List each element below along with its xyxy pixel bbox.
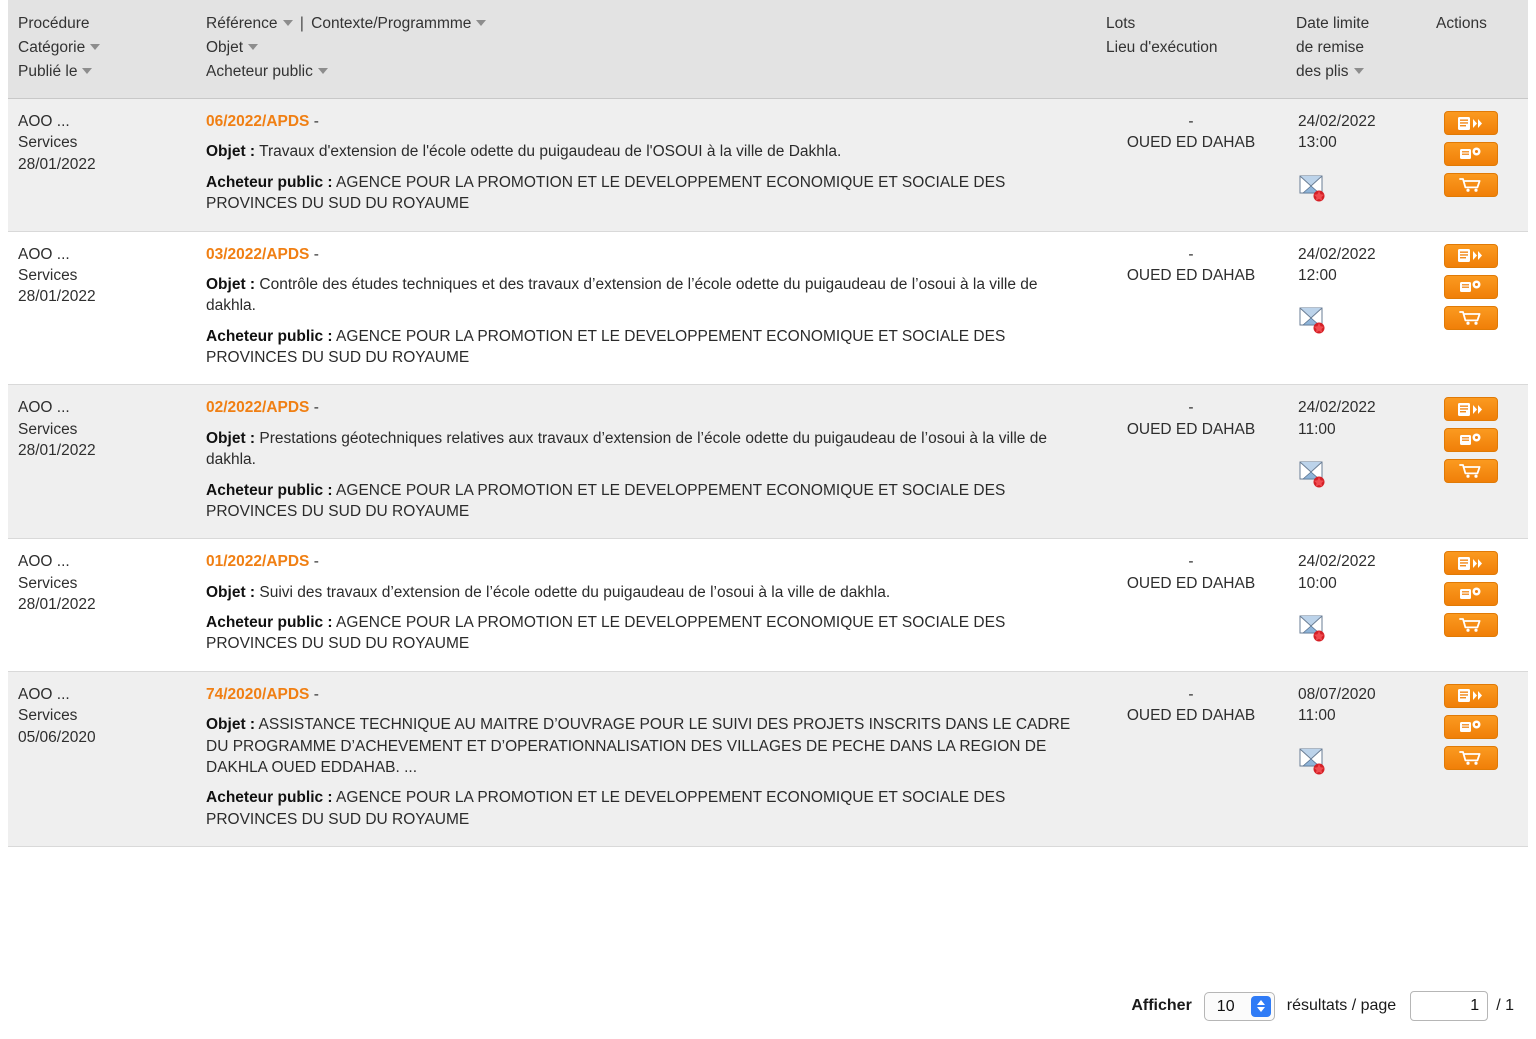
row-acheteur: [206, 787, 1080, 830]
sort-caret-icon[interactable]: [1354, 68, 1364, 74]
acheteur-value: AGENCE POUR LA PROMOTION ET LE DEVELOPPEMENT ECONOMIQUE ET SOCIALE DES PROVINCES DU SUD DU ROYAUME: [206, 173, 1006, 213]
row-reference-line: [206, 551, 1080, 572]
row-acheteur: [206, 612, 1080, 655]
cart-button[interactable]: [1444, 173, 1498, 197]
sort-caret-icon[interactable]: [90, 44, 100, 50]
cell-lots-lieu: [1096, 231, 1286, 385]
cell-actions: [1426, 231, 1528, 385]
sort-caret-icon[interactable]: [82, 68, 92, 74]
header-label-date-limite-3: des plis: [1296, 63, 1349, 81]
cart-button[interactable]: [1444, 459, 1498, 483]
row-publie-le: 28/01/2022: [18, 155, 96, 173]
cell-procedure: [8, 231, 196, 385]
per-page-select-wrapper: [1204, 992, 1275, 1021]
reference-dash: -: [309, 685, 319, 703]
row-lots: -: [1188, 113, 1194, 131]
cell-procedure: [8, 99, 196, 232]
reference-link[interactable]: 74/2020/APDS: [206, 685, 310, 703]
row-procedure: AOO ...: [18, 113, 70, 131]
header-label-actions: Actions: [1436, 15, 1487, 32]
settings-icon: [1456, 586, 1486, 602]
cell-reference-objet: [196, 671, 1096, 846]
row-categorie: Services: [18, 420, 78, 438]
details-button[interactable]: [1444, 684, 1498, 708]
row-reference-line: [206, 684, 1080, 705]
details-icon: [1456, 402, 1486, 417]
row-heure-limite: 12:00: [1298, 266, 1337, 284]
cell-actions: [1426, 99, 1528, 232]
settings-button[interactable]: [1444, 715, 1498, 739]
sealed-envelope-icon: [1298, 612, 1332, 644]
row-procedure: AOO ...: [18, 245, 70, 263]
row-acheteur: [206, 480, 1080, 523]
sealed-envelope-icon: [1298, 172, 1332, 204]
header-label-publie-le: Publié le: [18, 63, 78, 81]
objet-value: ASSISTANCE TECHNIQUE AU MAITRE D’OUVRAGE POUR LE SUIVI DES PROJETS INSCRITS DANS LE CADRE DU PROGRAMME D’ACHEVEMENT ET D’OPERATIONNALISATION DES VILLAGES DE PECHE DANS LA REGION DE DAKHLA OUED EDDAHAB. ...: [206, 716, 1071, 776]
details-icon: [1456, 248, 1486, 263]
cart-icon: [1457, 750, 1485, 766]
objet-label: Objet :: [206, 275, 256, 293]
cart-button[interactable]: [1444, 746, 1498, 770]
cell-lots-lieu: [1096, 671, 1286, 846]
column-header-lots: [1096, 0, 1286, 99]
row-date-limite: 08/07/2020: [1298, 685, 1376, 703]
settings-button[interactable]: [1444, 275, 1498, 299]
row-date-limite: 24/02/2022: [1298, 553, 1376, 571]
cell-lots-lieu: [1096, 99, 1286, 232]
acheteur-label: Acheteur public :: [206, 173, 333, 191]
row-lieu: OUED ED DAHAB: [1126, 134, 1256, 152]
cell-procedure: [8, 671, 196, 846]
sort-caret-icon[interactable]: [318, 68, 328, 74]
details-icon: [1456, 116, 1486, 131]
column-header-date-limite: [1286, 0, 1426, 99]
results-per-page-label: résultats / page: [1286, 997, 1397, 1014]
table-row[interactable]: [8, 99, 1528, 232]
objet-label: Objet :: [206, 716, 256, 734]
pagination-footer: [0, 991, 1536, 1021]
cell-date-limite: [1286, 671, 1426, 846]
total-pages-label: / 1: [1496, 997, 1514, 1014]
cell-lots-lieu: [1096, 385, 1286, 539]
reference-link[interactable]: 02/2022/APDS: [206, 399, 310, 417]
header-label-categorie: Catégorie: [18, 39, 86, 57]
header-label-acheteur: Acheteur public: [206, 63, 313, 81]
afficher-label: Afficher: [1131, 997, 1192, 1014]
row-reference-line: [206, 244, 1080, 265]
cell-actions: [1426, 539, 1528, 672]
cell-date-limite: [1286, 539, 1426, 672]
row-procedure: AOO ...: [18, 685, 70, 703]
settings-button[interactable]: [1444, 142, 1498, 166]
header-label-objet: Objet: [206, 39, 244, 57]
column-header-reference: [196, 0, 1096, 99]
details-icon: [1456, 688, 1486, 703]
row-objet: [206, 274, 1080, 317]
row-categorie: Services: [18, 134, 78, 152]
settings-icon: [1456, 432, 1486, 448]
row-publie-le: 28/01/2022: [18, 442, 96, 460]
cell-date-limite: [1286, 99, 1426, 232]
header-label-date-limite-2: de remise: [1296, 39, 1365, 57]
per-page-select[interactable]: [1204, 992, 1275, 1021]
details-button[interactable]: [1444, 397, 1498, 421]
settings-icon: [1456, 719, 1486, 735]
table-body: [8, 99, 1528, 847]
column-header-procedure: [8, 0, 196, 99]
reference-link[interactable]: 01/2022/APDS: [206, 553, 310, 571]
row-lots: -: [1188, 245, 1194, 263]
row-lieu: OUED ED DAHAB: [1126, 266, 1256, 284]
sealed-envelope-icon: [1298, 458, 1332, 490]
cell-lots-lieu: [1096, 539, 1286, 672]
row-procedure: AOO ...: [18, 399, 70, 417]
cell-actions: [1426, 385, 1528, 539]
header-label-date-limite-1: Date limite: [1296, 15, 1370, 32]
row-lieu: OUED ED DAHAB: [1126, 707, 1256, 725]
table-row[interactable]: [8, 231, 1528, 385]
acheteur-label: Acheteur public :: [206, 614, 333, 632]
cell-reference-objet: [196, 385, 1096, 539]
settings-icon: [1456, 146, 1486, 162]
row-heure-limite: 11:00: [1298, 420, 1336, 438]
row-objet: [206, 141, 1080, 162]
objet-label: Objet :: [206, 143, 256, 161]
tenders-results-table: [8, 0, 1528, 847]
acheteur-value: AGENCE POUR LA PROMOTION ET LE DEVELOPPEMENT ECONOMIQUE ET SOCIALE DES PROVINCES DU SUD DU ROYAUME: [206, 481, 1006, 520]
cell-date-limite: [1286, 385, 1426, 539]
cell-reference-objet: [196, 99, 1096, 232]
table-header: [8, 0, 1528, 99]
sealed-envelope-icon: [1298, 304, 1332, 336]
row-lieu: OUED ED DAHAB: [1126, 574, 1256, 592]
cell-date-limite: [1286, 231, 1426, 385]
current-page-input[interactable]: [1410, 991, 1488, 1021]
row-date-limite: 24/02/2022: [1298, 399, 1376, 417]
reference-link[interactable]: 06/2022/APDS: [206, 113, 310, 131]
reference-dash: -: [309, 113, 319, 131]
cell-procedure: [8, 539, 196, 672]
sort-caret-icon[interactable]: [283, 20, 293, 26]
table-row[interactable]: [8, 385, 1528, 539]
reference-dash: -: [309, 553, 319, 571]
objet-value: Contrôle des études techniques et des travaux d’extension de l’école odette du puigaudeau de l’osoui à la ville de dakhla.: [206, 275, 1038, 315]
row-categorie: Services: [18, 707, 78, 725]
details-button[interactable]: [1444, 111, 1498, 135]
sort-caret-icon[interactable]: [476, 20, 486, 26]
cart-button[interactable]: [1444, 306, 1498, 330]
row-publie-le: 28/01/2022: [18, 596, 96, 614]
acheteur-label: Acheteur public :: [206, 789, 333, 807]
row-heure-limite: 10:00: [1298, 574, 1337, 592]
row-heure-limite: 11:00: [1298, 707, 1336, 725]
row-date-limite: 24/02/2022: [1298, 113, 1376, 131]
header-label-lots: Lots: [1106, 15, 1136, 32]
header-label-procedure: Procédure: [18, 15, 90, 32]
row-heure-limite: 13:00: [1298, 134, 1337, 152]
header-separator: |: [299, 15, 304, 32]
row-acheteur: [206, 326, 1080, 369]
cell-actions: [1426, 671, 1528, 846]
settings-icon: [1456, 279, 1486, 295]
cell-reference-objet: [196, 231, 1096, 385]
table-row[interactable]: [8, 671, 1528, 846]
row-lots: -: [1188, 553, 1194, 571]
cart-button[interactable]: [1444, 613, 1498, 637]
reference-dash: -: [309, 245, 319, 263]
row-lots: -: [1188, 685, 1194, 703]
sort-caret-icon[interactable]: [248, 44, 258, 50]
row-objet: [206, 714, 1080, 778]
row-reference-line: [206, 397, 1080, 418]
cell-reference-objet: [196, 539, 1096, 672]
acheteur-label: Acheteur public :: [206, 481, 333, 499]
details-icon: [1456, 556, 1486, 571]
acheteur-value: AGENCE POUR LA PROMOTION ET LE DEVELOPPEMENT ECONOMIQUE ET SOCIALE DES PROVINCES DU SUD DU ROYAUME: [206, 789, 1006, 828]
reference-dash: -: [309, 399, 319, 417]
row-date-limite: 24/02/2022: [1298, 245, 1376, 263]
cart-icon: [1457, 310, 1485, 326]
details-button[interactable]: [1444, 244, 1498, 268]
header-label-lieu: Lieu d'exécution: [1106, 39, 1218, 57]
acheteur-value: AGENCE POUR LA PROMOTION ET LE DEVELOPPEMENT ECONOMIQUE ET SOCIALE DES PROVINCES DU SUD DU ROYAUME: [206, 614, 1006, 653]
sealed-envelope-icon: [1298, 745, 1332, 777]
objet-value: Suivi des travaux d’extension de l’école odette du puigaudeau de l’osoui à la ville de dakhla.: [255, 583, 891, 601]
cart-icon: [1457, 177, 1485, 193]
row-lots: -: [1188, 399, 1194, 417]
cart-icon: [1457, 463, 1485, 479]
row-procedure: AOO ...: [18, 553, 70, 571]
row-categorie: Services: [18, 266, 78, 284]
objet-label: Objet :: [206, 583, 256, 601]
row-objet: [206, 582, 1080, 603]
settings-button[interactable]: [1444, 428, 1498, 452]
row-lieu: OUED ED DAHAB: [1126, 420, 1256, 438]
row-publie-le: 28/01/2022: [18, 288, 96, 306]
objet-value: Travaux d'extension de l'école odette du puigaudeau de l'OSOUI à la ville de Dakhla.: [255, 143, 842, 161]
settings-button[interactable]: [1444, 582, 1498, 606]
objet-value: Prestations géotechniques relatives aux travaux d’extension de l’école odette du puigaudeau de l’osoui à la ville de dakhla.: [206, 429, 1047, 469]
cell-procedure: [8, 385, 196, 539]
header-label-contexte: Contexte/Programmme: [311, 15, 472, 32]
details-button[interactable]: [1444, 551, 1498, 575]
row-publie-le: 05/06/2020: [18, 728, 96, 746]
row-acheteur: [206, 172, 1080, 215]
reference-link[interactable]: 03/2022/APDS: [206, 245, 310, 263]
acheteur-label: Acheteur public :: [206, 327, 333, 345]
header-label-reference: Référence: [206, 15, 278, 32]
objet-label: Objet :: [206, 429, 256, 447]
table-row[interactable]: [8, 539, 1528, 672]
row-categorie: Services: [18, 574, 78, 592]
row-objet: [206, 428, 1080, 471]
column-header-actions: [1426, 0, 1528, 99]
cart-icon: [1457, 617, 1485, 633]
row-reference-line: [206, 111, 1080, 132]
acheteur-value: AGENCE POUR LA PROMOTION ET LE DEVELOPPEMENT ECONOMIQUE ET SOCIALE DES PROVINCES DU SUD DU ROYAUME: [206, 327, 1006, 367]
